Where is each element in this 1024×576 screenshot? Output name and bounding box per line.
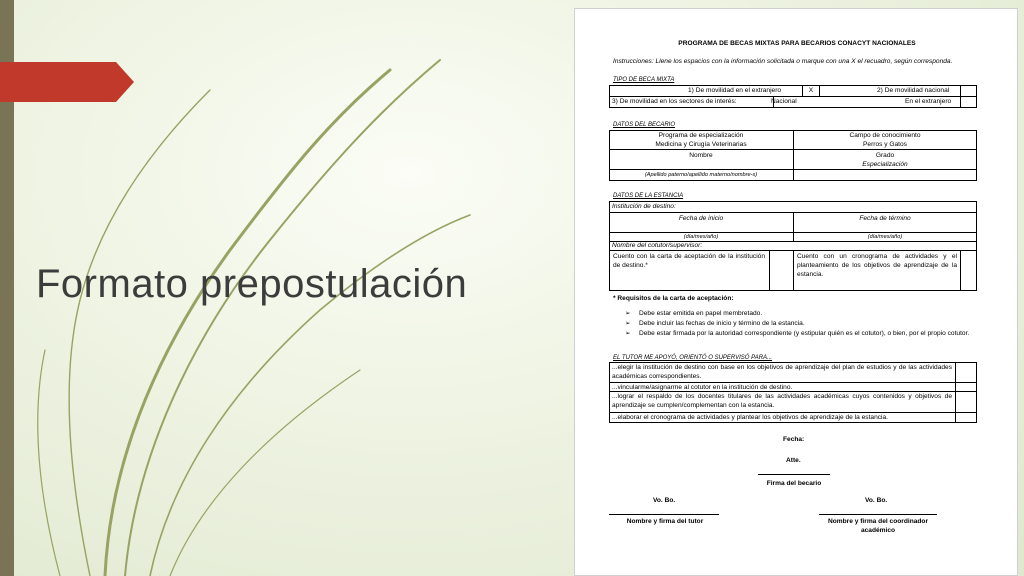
firma-tutor-line [609,514,719,515]
firma-tutor-label: Nombre y firma del tutor [626,518,704,525]
tipo-option-1: 1) De movilidad en el extranjero [688,87,782,94]
slide-title: Formato prepostulación [36,262,468,306]
fecha-label: Fecha: [783,436,805,443]
tipo-option-2: 2) De movilidad nacional [877,87,950,94]
tutor-row: ...vincularme/asignarme al cotutor en la institución de destino. [612,384,793,391]
tutor-row: ...elegir la institución de destino con base en los objetivos de aprendizaje del plan de estudios y de las actividades académicas correspondientes. [612,364,952,380]
tutor-heading: EL TUTOR ME APOYÓ, ORIENTÓ O SUPERVISÓ PARA... [613,355,773,361]
estancia-heading: DATOS DE LA ESTANCIA [613,193,684,199]
fecha-termino-label: Fecha de término [859,215,911,222]
tipo-option-3-nacional: Nacional [771,98,797,105]
vobo-coordinador-label: Vo. Bo. [865,497,888,504]
programa-label: Programa de especialización [658,132,744,139]
becario-heading: DATOS DEL BECARIO [613,122,676,128]
fecha-inicio-label: Fecha de inicio [678,215,724,222]
requisito-item: Debe estar emitida en papel membretado. [639,310,763,317]
tutor-row: ...lograr el respaldo de los docentes titulares de las actividades académicas cuyos contenidos y objetivos de aprendizaje se cumplen/complementan con la estancia. [612,393,952,409]
fecha-inicio-format: (día/mes/año) [683,234,719,240]
institucion-label: Institución de destino: [612,203,676,210]
tipo-option-3: 3) De movilidad en los sectores de interés: [612,98,737,105]
vobo-tutor-label: Vo. Bo. [653,497,676,504]
firma-becario-line [758,474,830,475]
requisito-item: Debe incluir las fechas de inicio y término de la estancia. [639,320,805,327]
tutor-row: ...elaborar el cronograma de actividades y plantear los objetivos de aprendizaje de la estancia. [612,414,889,421]
requisito-item: Debe estar firmada por la autoridad correspondiente (y estipular quién es el cotutor), o bien, por el propio cotutor. [639,330,970,337]
firma-coordinador-line [819,514,937,515]
tipo-option-1-mark: X [808,87,814,94]
requisito-bullet: ➢ [625,310,631,317]
requisito-bullet: ➢ [625,320,631,327]
firma-coordinador-label: Nombre y firma del coordinador académico [827,518,929,534]
campo-value: Perros y Gatos [863,141,907,148]
apellido-note: (Apellido paterno/apellido materno/nombre-s) [644,172,758,178]
form-document [574,8,1018,576]
doc-title: PROGRAMA DE BECAS MIXTAS PARA BECARIOS CONACYT NACIONALES [678,40,916,47]
cronograma-checkbox-label: Cuento con un cronograma de actividades y el planteamiento de los objetivos de aprendizaje de la estancia. [797,253,957,278]
fecha-termino-format: (día/mes/año) [867,234,903,240]
grado-value: Especialización [862,161,908,168]
campo-label: Campo de conocimiento [849,132,921,139]
tipo-option-3-extranjero: En el extranjero [905,98,952,105]
tipo-heading: TIPO DE BECA MIXTA [613,77,675,83]
atte-label: Atte. [786,457,801,464]
programa-value: Medicina y Cirugía Veterinarias [655,141,747,148]
cotutor-label: Nombre del cotutor/supervisor: [612,242,703,249]
requisitos-heading: * Requisitos de la carta de aceptación: [613,295,734,302]
requisito-bullet: ➢ [625,330,631,337]
title-arrow-shape [0,62,134,102]
grado-label: Grado [875,152,895,159]
doc-instructions: Instrucciones: Llene los espacios con la información solicitada o marque con una X el recuadro, según corresponda. [613,58,953,65]
carta-checkbox-label: Cuento con la carta de aceptación de la institución de destino.* [613,253,765,269]
nombre-label: Nombre [689,152,713,159]
firma-becario-label: Firma del becario [766,480,822,487]
